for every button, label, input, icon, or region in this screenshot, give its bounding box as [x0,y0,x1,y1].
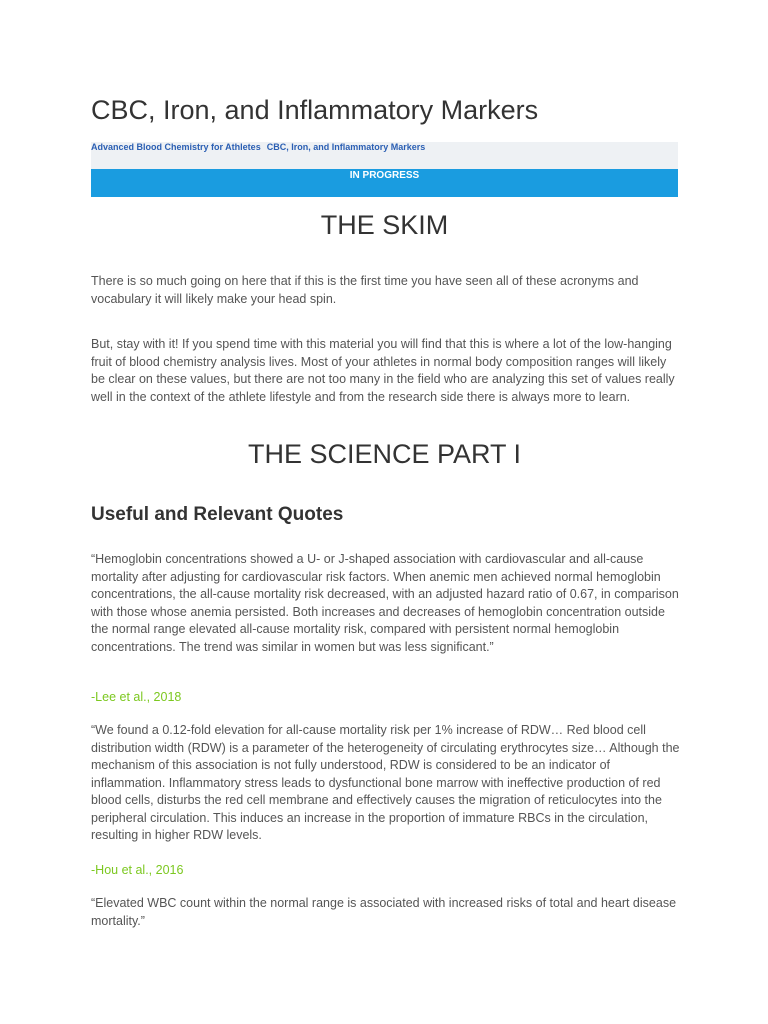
progress-status-bar: IN PROGRESS [91,169,678,197]
section-heading-science: THE SCIENCE PART I [247,439,522,469]
breadcrumb-course-link[interactable]: Advanced Blood Chemistry for Athletes [91,142,261,152]
citation-hou: -Hou et al., 2016 [91,863,184,877]
breadcrumb [91,142,678,169]
section-heading-skim: THE SKIM [320,210,449,240]
quotes-heading: Useful and Relevant Quotes [91,504,344,525]
skim-paragraph-1: There is so much going on here that if this is the first time you have seen all of these acronyms and vocabulary it will likely make your head spin. [91,274,639,306]
quote-hou: “We found a 0.12-fold elevation for all-cause mortality risk per 1% increase of RDW… Red blood cell distribution width (RDW) is a parameter of the heterogeneity of circulating erythrocytes size… Although the mechanism of this association is not fully understood, RDW is considered to be an indicator of inflammation. Inflammatory stress leads to dysfunctional bone marrow with ineffective production of red blood cells, disturbs the red cell membrane and effectively causes the migration of reticulocytes into the peripheral circulation. This induces an increase in the proportion of immature RBCs in the circulation, resulting in higher RDW levels. [91,723,680,842]
skim-paragraph-2: But, stay with it! If you spend time with this material you will find that this is where a lot of the low-hanging fruit of blood chemistry analysis lives. Most of your athletes in normal body composition ranges will likely be clear on these values, but there are not too many in the field who are analyzing this set of values really well in the context of the athlete lifestyle and from the research side there is always more to learn. [91,337,675,404]
breadcrumb-lesson-link[interactable]: CBC, Iron, and Inflammatory Markers [266,142,426,152]
page-title: CBC, Iron, and Inflammatory Markers [91,95,539,125]
quote-wbc: “Elevated WBC count within the normal range is associated with increased risks of total and heart disease mortality.” [91,896,677,928]
quote-lee: “Hemoglobin concentrations showed a U- or J-shaped association with cardiovascular and all-cause mortality after adjusting for cardiovascular risk factors. When anemic men achieved normal hemoglobin concentrations, the all-cause mortality risk decreased, with an adjusted hazard ratio of 0.67, in comparison with those whose anemia persisted. Both increases and decreases of hemoglobin concentration outside the normal range elevated all-cause mortality risk, compared with persistent normal hemoglobin concentrations. The trend was similar in women but was less significant.” [91,552,679,654]
citation-lee: -Lee et al., 2018 [91,690,182,704]
